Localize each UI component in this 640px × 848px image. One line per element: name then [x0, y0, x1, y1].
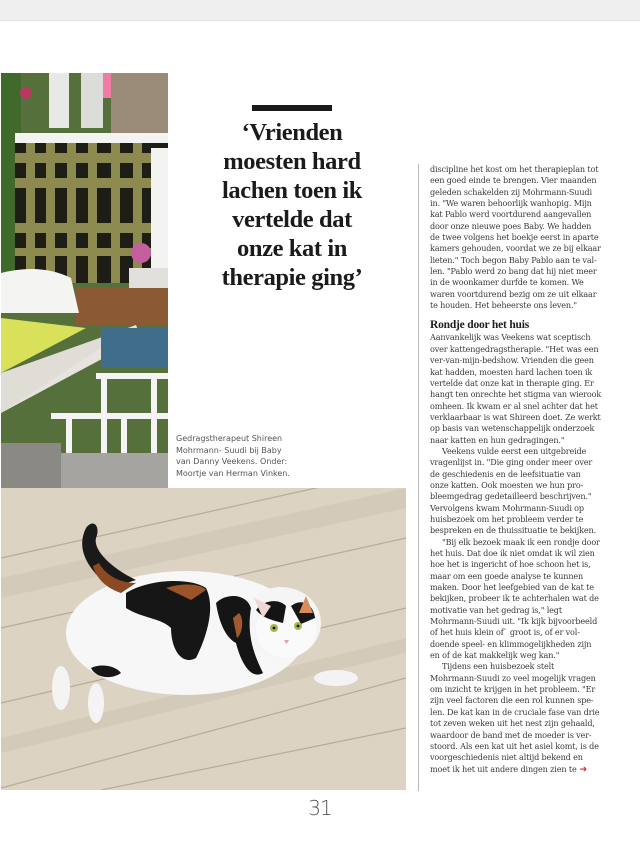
magazine-page	[0, 20, 640, 848]
text-line-last	[430, 764, 630, 776]
text-line: bespreken en de thuissituatie te bekijken.	[430, 525, 596, 536]
text-line: geleden schakelden zij Mohrmann-Suudi	[430, 186, 592, 197]
text-line: ver-van-mijn-bedshow. Vrienden die geen	[430, 355, 594, 366]
text-line: hangt ten onrechte het stigma van wierook	[430, 389, 602, 400]
pull-quote-line: ‘Vrienden	[241, 119, 343, 146]
text-line: onze katten. Ook moesten we hun pro-	[430, 479, 584, 490]
text-line: Mohrmann-Suudi zo veel mogelijk vragen	[430, 672, 596, 683]
text-line: de geschiedenis en de leefsituatie van	[430, 468, 581, 479]
text-line: Mohrmann-Suudi uit. "Ik kijk bijvoorbeeld	[430, 616, 598, 627]
text-line: kamers gehouden, voordat we ze bij elkaar	[430, 243, 601, 254]
text-line: vragenlijst in. "Die ging onder meer over	[430, 457, 593, 468]
text-line: huisbezoek om het probleem verder te	[430, 513, 584, 524]
pull-quote-line: vertelde dat	[232, 206, 352, 233]
pull-quote-line: moesten hard	[223, 148, 361, 175]
text-line: kat hadden, moesten hard lachen toen ik	[430, 366, 593, 377]
paragraph	[430, 446, 630, 537]
text-line: op basis van wetenschappelijk onderzoek	[430, 423, 595, 434]
quote-rule	[252, 105, 332, 111]
paragraph	[430, 332, 630, 445]
text-line: stoord. Als een kat uit het asiel komt, is de	[430, 740, 599, 751]
patio-photo-illustration	[1, 73, 168, 497]
text-line: discipline het kost om het therapieplan tot	[430, 164, 599, 174]
text-line: len. De kat kan in de cruciale fase van drie	[430, 706, 600, 717]
text-line: of het huis klein of` groot is, of er vol-	[430, 627, 580, 638]
text-line: de twee volgens het boekje eerst in aparte	[430, 232, 599, 243]
text-line: Vervolgens kwam Mohrmann-Suudi op	[430, 502, 584, 513]
text-line: moet ik het uit andere dingen zien te	[430, 763, 577, 774]
cat-photo-illustration	[1, 488, 406, 790]
pull-quote-line: lachen toen ik	[221, 177, 363, 204]
pull-quote-line: therapie ging’	[221, 264, 363, 291]
caption-line: Mohrmann- Suudi bij Baby	[176, 445, 282, 455]
caption-line: van Danny Veekens. Onder:	[176, 457, 288, 466]
column-rule	[418, 164, 419, 791]
text-line: het huis. Dat doe ik niet omdat ik wil zien	[430, 548, 595, 558]
subheading: Rondje door het huis	[430, 319, 529, 332]
text-line: bekijken, probeer ik te achterhalen wat de	[430, 593, 599, 604]
article-body	[430, 164, 630, 776]
text-line: Tijdens een huisbezoek stelt	[442, 661, 555, 672]
patio-photo	[1, 73, 168, 497]
page-number: 31	[308, 796, 332, 820]
paragraph	[430, 661, 630, 775]
paragraph	[430, 164, 630, 311]
text-line: om inzicht te krijgen in het probleem. "Er	[430, 684, 596, 695]
text-line: lieten." Toch begon Baby Pablo aan te val-	[430, 254, 597, 265]
arrow-right-icon: ➔	[579, 764, 587, 775]
text-line: len. "Pablo werd zo bang dat hij niet meer	[430, 266, 597, 277]
text-line: doende speel- en klimmogelijkheden zijn	[430, 638, 592, 649]
text-line: te houden. Het beheerste ons leven."	[430, 300, 577, 311]
text-line: zijn veel factoren die een rol kunnen spe-	[430, 695, 594, 706]
text-line: tot zeven weken uit het nest zijn gehaald,	[430, 718, 595, 729]
pull-quote	[200, 118, 384, 292]
text-line: een goed einde te brengen. Vier maanden	[430, 175, 597, 186]
text-line: vertelde dat onze kat in therapie ging. Er	[430, 377, 594, 388]
text-line: bleemgedrag gedetailleerd beschrijven."	[430, 491, 592, 502]
text-line: Aanvankelijk was Veekens wat sceptisch	[430, 332, 591, 343]
text-line: in de woonkamer durfde te komen. We	[430, 277, 584, 288]
text-line: motivatie van het gedrag is," legt	[430, 604, 562, 615]
text-line: Veekens vulde eerst een uitgebreide	[442, 445, 587, 456]
text-line: maken. Door het leefgebied van de kat te	[430, 582, 594, 593]
text-line: over kattengedragstherapie. "Het was een	[430, 343, 599, 354]
caption-line: Moortje van Herman Vinken.	[176, 468, 290, 478]
text-line: door onze nieuwe poes Baby. We hadden	[430, 220, 592, 231]
cat-photo	[1, 488, 406, 790]
pull-quote-line: onze kat in	[237, 235, 347, 262]
text-line: omheen. Ik kwam er al snel achter dat het	[430, 400, 598, 411]
text-line: in. "We waren behoorlijk wanhopig. Mijn	[430, 198, 592, 209]
text-line: waardoor de band met de moeder is ver-	[430, 729, 592, 740]
photo-caption	[176, 433, 306, 479]
text-line: verklaarbaar is wat Shireen doet. Ze werkt	[430, 411, 601, 422]
text-line: waren voortdurend bezig om ze uit elkaar	[430, 288, 597, 299]
text-line: hoe het is ingericht of hoe schoon het is,	[430, 559, 591, 570]
text-line: maar om een goede analyse te kunnen	[430, 570, 584, 581]
text-line: "Bij elk bezoek maak ik een rondje door	[442, 536, 600, 547]
text-line: naar katten en hun gedragingen."	[430, 434, 565, 445]
text-line: kat Pablo werd voortdurend aangevallen	[430, 209, 592, 220]
text-line: voorgeschiedenis niet altijd bekend en	[430, 752, 583, 763]
text-line: en of de kat makkelijk weg kan."	[430, 650, 560, 661]
caption-line: Gedragstherapeut Shireen	[176, 434, 283, 443]
paragraph	[430, 537, 630, 662]
